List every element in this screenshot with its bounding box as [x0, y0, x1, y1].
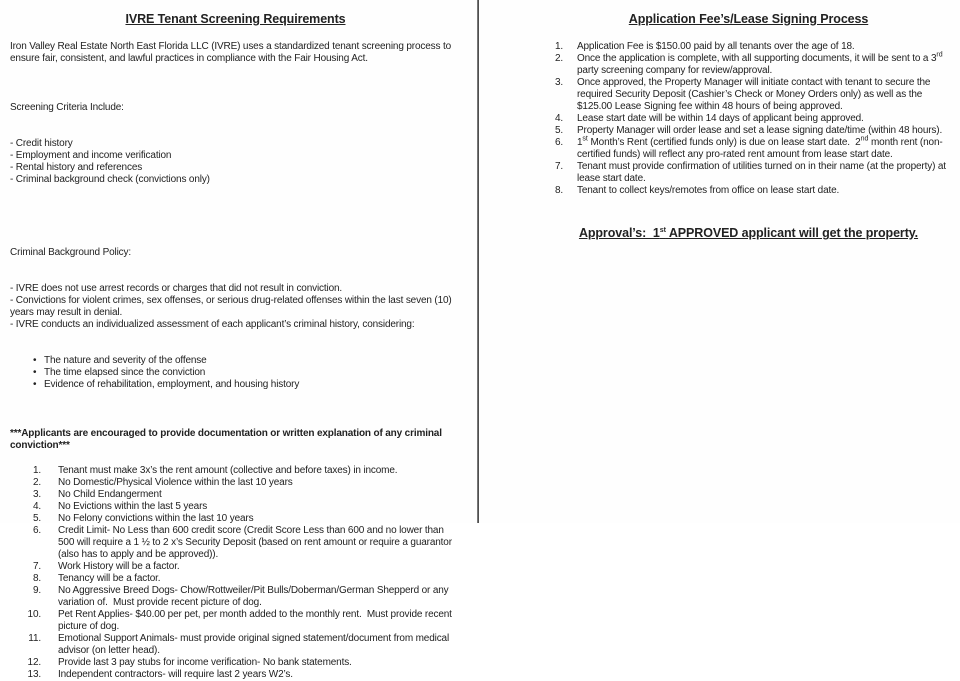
policy-consideration-item	[33, 379, 461, 391]
criminal-background-policy-section	[10, 223, 461, 415]
screening-criteria-item	[10, 150, 461, 162]
policy-considerations-list	[33, 355, 461, 391]
item-number: 3.	[554, 77, 563, 88]
tenant-requirement-item	[10, 525, 461, 561]
item-text: 1st Month’s Rent (certified funds only) is due on lease start date. 2nd month rent (non-certified funds) will reflect any pro-rated rent amount from lease start date.	[577, 135, 943, 160]
tenant-requirement-item	[10, 669, 461, 681]
item-text: Emotional Support Animals- must provide original signed statement/document from medical advisor (on letter head).	[58, 633, 452, 656]
bullet-glyph: •	[33, 355, 37, 366]
policy-consideration-item	[33, 355, 461, 367]
lease-signing-step-item	[551, 77, 946, 113]
item-number: 7.	[32, 561, 41, 572]
tenant-requirement-item	[10, 465, 461, 477]
item-text: Property Manager will order lease and set a lease signing date/time (within 48 hours).	[577, 125, 943, 136]
approval-statement: Approval’s: 1st APPROVED applicant will get the property.	[578, 226, 919, 240]
item-text: No Felony convictions within the last 10 years	[58, 513, 254, 524]
item-number: 7.	[554, 161, 563, 172]
item-text: Once approved, the Property Manager will initiate contact with tenant to secure the required Security Deposit (Cashier’s Check or Money Orders only) as well as the $125.00 Lease Signing fee within 48 hours of being approved.	[577, 77, 933, 112]
tenant-requirement-item	[10, 657, 461, 669]
lease-signing-step-item	[551, 161, 949, 185]
item-text: Lease start date will be within 14 days of applicant being approved.	[577, 113, 864, 124]
item-number: 6.	[32, 525, 41, 536]
lease-signing-step-item	[551, 41, 946, 53]
right-column	[479, 0, 960, 241]
tenant-requirement-item	[10, 477, 461, 489]
item-number: 5.	[32, 513, 41, 524]
left-column	[0, 0, 477, 681]
item-number: 2.	[554, 53, 563, 64]
item-text: - Credit history	[10, 138, 73, 149]
criminal-background-policy-heading: Criminal Background Policy:	[10, 247, 131, 258]
item-text: Credit Limit- No Less than 600 credit score (Credit Score Less than 600 and no lower than 500 will require a 1 ½ to 2 x’s Security Deposit (based on rent amount or require a guarantor (also has to apply and be approved)).	[58, 525, 455, 560]
item-number: 2.	[32, 477, 41, 488]
item-text: Application Fee is $150.00 paid by all tenants over the age of 18.	[577, 41, 855, 52]
item-number: 6.	[554, 137, 563, 148]
intro-paragraph: Iron Valley Real Estate North East Florida LLC (IVRE) uses a standardized tenant screening process to ensure fair, consistent, and lawful practices in compliance with the Fair Housing Act.	[10, 41, 454, 64]
item-text: - IVRE does not use arrest records or charges that did not result in conviction.	[10, 283, 343, 294]
policy-line	[10, 295, 461, 319]
item-text: Tenant must provide confirmation of utilities turned on in their name (at the property) at lease start date.	[577, 161, 949, 184]
item-text: Independent contractors- will require last 2 years W2’s.	[58, 669, 293, 680]
tenant-requirement-item	[10, 573, 461, 585]
screening-criteria-item	[10, 174, 461, 186]
lease-signing-steps-list	[551, 41, 949, 197]
item-number: 9.	[32, 585, 41, 596]
screening-criteria-heading: Screening Criteria Include:	[10, 102, 124, 113]
policy-consideration-item	[33, 367, 461, 379]
right-column-title: Application Fee’s/Lease Signing Process	[628, 12, 869, 26]
item-text: - IVRE conducts an individualized assessment of each applicant’s criminal history, considering:	[10, 319, 415, 330]
tenant-requirement-item	[10, 501, 461, 513]
item-text: Once the application is complete, with all supporting documents, it will be sent to a 3rd party screening company for review/approval.	[577, 51, 946, 76]
policy-line	[10, 319, 461, 331]
tenant-requirement-item	[10, 561, 461, 573]
screening-criteria-item	[10, 162, 461, 174]
item-text: No Aggressive Breed Dogs- Chow/Rottweiler/Pit Bulls/Doberman/German Shepperd or any variation of. Must provide recent picture of dog.	[58, 585, 452, 608]
screening-criteria-item	[10, 138, 461, 150]
bullet-glyph: •	[33, 379, 37, 390]
item-number: 4.	[554, 113, 563, 124]
policy-line	[10, 283, 461, 295]
item-number: 11.	[28, 633, 41, 644]
criminal-background-policy-lines	[10, 283, 461, 331]
screening-criteria-list	[10, 138, 461, 186]
item-number: 1.	[32, 465, 41, 476]
item-text: The time elapsed since the conviction	[44, 367, 206, 378]
tenant-requirement-item	[10, 633, 461, 657]
lease-signing-step-item	[551, 137, 946, 161]
left-column-title: IVRE Tenant Screening Requirements	[125, 12, 346, 26]
item-text: Pet Rent Applies- $40.00 per pet, per month added to the monthly rent. Must provide recent picture of dog.	[58, 609, 455, 632]
item-text: Evidence of rehabilitation, employment, and housing history	[44, 379, 300, 390]
item-number: 12.	[27, 657, 41, 668]
item-text: Tenant to collect keys/remotes from office on lease start date.	[577, 185, 840, 196]
tenant-requirement-item	[10, 585, 461, 609]
item-text: Tenant must make 3x’s the rent amount (collective and before taxes) in income.	[58, 465, 398, 476]
tenant-requirement-item	[10, 609, 461, 633]
item-text: - Employment and income verification	[10, 150, 172, 161]
lease-signing-step-item	[551, 113, 946, 125]
item-text: No Domestic/Physical Violence within the last 10 years	[58, 477, 293, 488]
bullet-glyph: •	[33, 367, 37, 378]
tenant-requirement-item	[10, 489, 461, 501]
item-number: 10.	[27, 609, 41, 620]
lease-signing-step-item	[551, 185, 946, 197]
item-number: 4.	[32, 501, 41, 512]
item-text: - Rental history and references	[10, 162, 143, 173]
item-number: 5.	[554, 125, 563, 136]
item-text: No Evictions within the last 5 years	[58, 501, 208, 512]
item-text: The nature and severity of the offense	[44, 355, 207, 366]
item-text: No Child Endangerment	[58, 489, 162, 500]
tenant-requirement-item	[10, 513, 461, 525]
item-number: 3.	[32, 489, 41, 500]
screening-criteria-section	[10, 78, 461, 210]
item-text: - Convictions for violent crimes, sex offenses, or serious drug-related offenses within the last seven (10) years may result in denial.	[10, 295, 455, 318]
item-number: 8.	[32, 573, 41, 584]
item-text: Provide last 3 pay stubs for income verification- No bank statements.	[58, 657, 352, 668]
criminal-conviction-note: ***Applicants are encouraged to provide documentation or written explanation of any criminal conviction***	[10, 428, 445, 451]
tenant-requirements-list	[10, 465, 461, 681]
item-number: 8.	[554, 185, 563, 196]
item-text: - Criminal background check (convictions only)	[10, 174, 210, 185]
item-text: Work History will be a factor.	[58, 561, 180, 572]
lease-signing-step-item	[551, 53, 946, 77]
item-number: 1.	[554, 41, 563, 52]
lease-signing-step-item	[551, 125, 946, 137]
item-number: 13.	[27, 669, 41, 680]
item-text: Tenancy will be a factor.	[58, 573, 161, 584]
